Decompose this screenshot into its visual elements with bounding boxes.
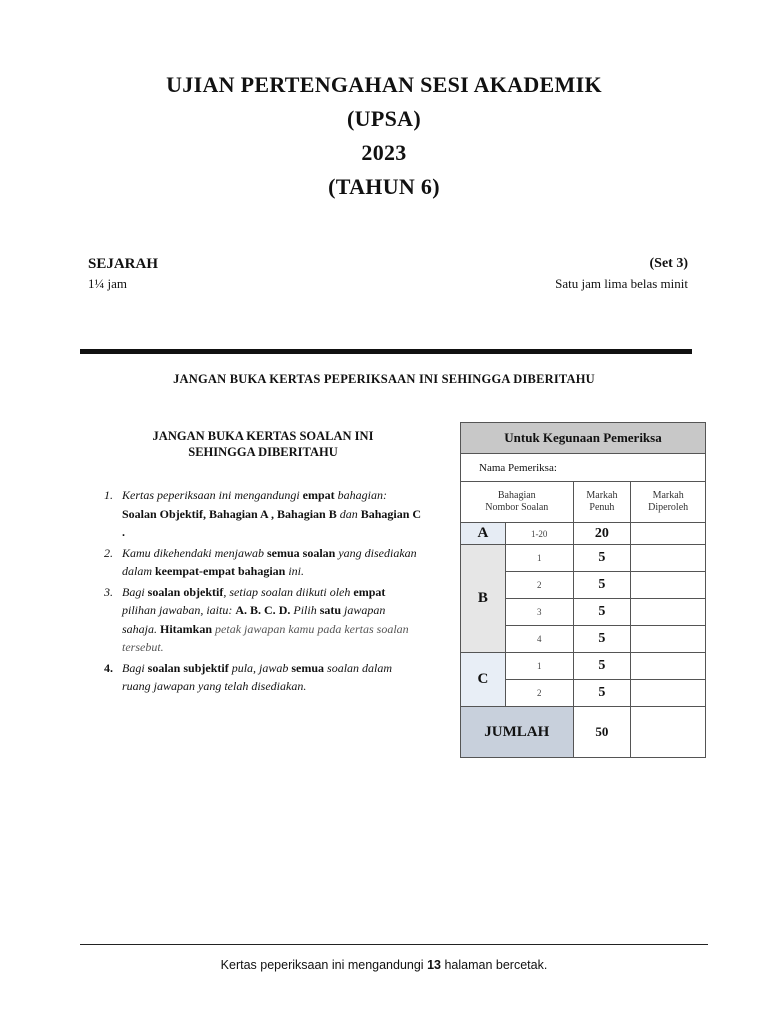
text-run-bold: Bahagian B (277, 506, 337, 521)
footer-divider (80, 944, 708, 945)
column-full-mark-header (573, 482, 631, 523)
question-number: 2 (505, 572, 573, 599)
text-run: Bagi (122, 660, 145, 675)
text-run: oleh (329, 584, 351, 599)
instruction-number: 2. (104, 545, 113, 560)
full-mark: 5 (573, 626, 631, 653)
text-run-bold: semua (291, 660, 325, 675)
table-header-row (461, 423, 706, 454)
text-run: pilihan jawaban, iaitu: (122, 603, 233, 617)
total-full-mark: 50 (573, 707, 631, 758)
text-run-bold: D. (278, 603, 291, 617)
instruction-item-1 (104, 486, 422, 542)
table-row-section-c (461, 653, 706, 680)
column-header-line: Penuh (589, 502, 615, 513)
text-run: soalan dalam ruang jawapan yang telah (122, 660, 393, 693)
instruction-number: 4. (104, 660, 113, 675)
total-obtained-cell (631, 707, 706, 758)
column-header-line: Markah (586, 490, 618, 501)
examiner-name-field: Nama Pemeriksa: (461, 454, 706, 482)
text-run-bold: Bahagian C . (122, 506, 422, 539)
exam-title-block (0, 68, 768, 204)
obtained-mark-cell (631, 523, 706, 545)
text-run-bold: bahagian (237, 564, 286, 578)
instruction-text (122, 659, 422, 696)
instruction-item-2 (104, 544, 422, 581)
table-examiner-row (461, 454, 706, 482)
text-run: Pilih (293, 603, 317, 617)
instruction-item-3 (104, 583, 422, 657)
instruction-text (122, 544, 422, 581)
column-header-line: Nombor Soalan (485, 502, 549, 513)
full-mark: 5 (573, 572, 631, 599)
obtained-mark-cell (631, 599, 706, 626)
full-mark: 5 (573, 653, 631, 680)
obtained-mark-cell (631, 626, 706, 653)
question-number: 1-20 (505, 523, 573, 545)
obtained-mark-cell (631, 572, 706, 599)
text-run: ini. (288, 564, 305, 578)
table-total-row (461, 707, 706, 758)
question-number: 1 (505, 653, 573, 680)
table-column-header-row (461, 482, 706, 523)
text-run-bold: semua soalan (266, 545, 336, 560)
question-number: 2 (505, 680, 573, 707)
exam-duration: 1¼ jam (88, 276, 127, 291)
text-run: bahagian: (337, 488, 387, 502)
text-run: tersebut. (122, 640, 164, 654)
obtained-mark-cell (631, 653, 706, 680)
text-run-bold: satu (319, 603, 342, 617)
set-label: (Set 3) (649, 256, 688, 271)
text-run: Bagi (122, 584, 145, 599)
instruction-text (122, 583, 422, 657)
main-warning: JANGAN BUKA KERTAS PEPERIKSAAN INI SEHINGGA DIBERITAHU (173, 372, 595, 386)
instructions-section (104, 428, 422, 698)
table-title: Untuk Kegunaan Pemeriksa (461, 423, 706, 454)
text-run: jawapan sahaja. (122, 603, 386, 636)
obtained-mark-cell (631, 545, 706, 572)
text-run: pula, jawab (231, 660, 289, 675)
instruction-number: 3. (104, 584, 113, 599)
column-header-line: Markah (652, 490, 684, 501)
exam-title: UJIAN PERTENGAHAN SESI AKADEMIK (166, 72, 602, 97)
column-section-header (461, 482, 574, 523)
full-mark: 20 (573, 523, 631, 545)
instructions-heading-line-2: SEHINGGA DIBERITAHU (188, 445, 338, 459)
table-row-section-a (461, 523, 706, 545)
obtained-mark-cell (631, 680, 706, 707)
instruction-text (122, 486, 422, 542)
full-mark: 5 (573, 545, 631, 572)
text-run: , setiap soalan diikuti (223, 584, 327, 599)
full-mark: 5 (573, 599, 631, 626)
text-run: petak jawapan kamu pada kertas soalan (215, 621, 409, 636)
table-row-section-b (461, 545, 706, 572)
question-number: 4 (505, 626, 573, 653)
text-run: Kertas peperiksaan ini mengandungi (122, 488, 300, 502)
section-a-label: A (461, 523, 506, 545)
instruction-item-4 (104, 659, 422, 696)
column-header-line: Bahagian (497, 490, 536, 501)
exam-grade: (TAHUN 6) (328, 174, 440, 199)
text-run-bold: soalan subjektif (147, 660, 229, 675)
thick-divider (80, 349, 692, 354)
text-run-bold: Soalan Objektif, Bahagian A , (122, 506, 275, 521)
text-run-bold: keempat-empat (155, 564, 235, 578)
text-run-bold: empat (302, 488, 335, 502)
subject-name: SEJARAH (88, 256, 159, 272)
total-label: JUMLAH (461, 707, 574, 758)
exam-year: 2023 (361, 140, 407, 165)
footer-note (0, 958, 768, 972)
instruction-number: 1. (104, 488, 113, 502)
instructions-heading (104, 428, 422, 460)
examiner-table (460, 422, 706, 758)
column-header-line: Diperoleh (648, 502, 689, 513)
text-run: yang disediakan dalam (122, 545, 417, 578)
question-number: 3 (505, 599, 573, 626)
footer-text: halaman bercetak. (444, 958, 548, 972)
text-run-bold: empat (353, 584, 386, 599)
page-count: 13 (427, 958, 441, 972)
text-run-bold: Hitamkan (160, 621, 213, 636)
section-c-label: C (461, 653, 506, 707)
text-run-bold: soalan objektif (147, 584, 224, 599)
text-run: dan (339, 506, 358, 521)
column-obtained-mark-header (631, 482, 706, 523)
full-mark: 5 (573, 680, 631, 707)
text-run: disediakan. (251, 679, 307, 693)
question-number: 1 (505, 545, 573, 572)
instructions-heading-line-1: JANGAN BUKA KERTAS SOALAN INI (152, 429, 374, 443)
footer-text: Kertas peperiksaan ini mengandungi (220, 958, 424, 972)
exam-duration-words: Satu jam lima belas minit (555, 276, 688, 291)
text-run-bold: A. B. C. (235, 603, 276, 617)
section-b-label: B (461, 545, 506, 653)
exam-acronym: (UPSA) (347, 106, 421, 131)
text-run: Kamu dikehendaki menjawab (122, 545, 264, 560)
